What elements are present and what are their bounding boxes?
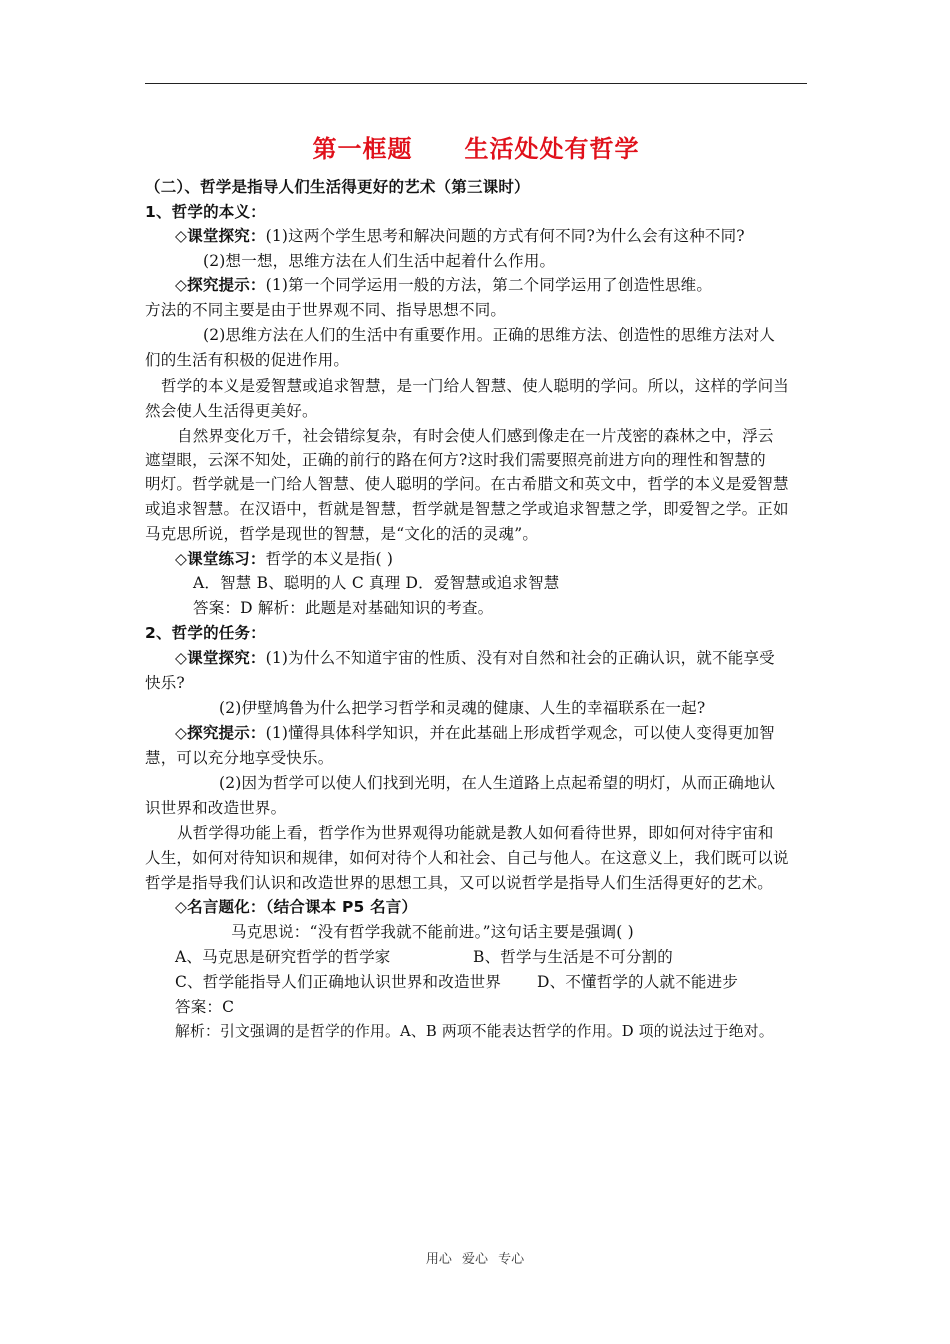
- hint-answer: 慧，可以充分地享受快乐。: [145, 749, 334, 767]
- footer-word: 专心: [498, 1252, 525, 1267]
- section1-heading: 1、哲学的本义：: [145, 203, 266, 221]
- hint-answer: (1)第一个同学运用一般的方法，第二个同学运用了创造性思维。: [265, 276, 713, 294]
- title-part1: 第一框题: [312, 135, 413, 163]
- practice-options: A．智慧 B、聪明的人 C 真理 D．爱智慧或追求智慧: [193, 574, 560, 592]
- explore-label: ◇课堂探究：: [175, 649, 266, 667]
- practice-label: ◇课堂练习：: [175, 550, 266, 568]
- page-title: [145, 131, 807, 167]
- quote-question: 马克思说：“没有哲学我就不能前进。”这句话主要是强调( ): [231, 923, 634, 941]
- section1-hint: [175, 273, 837, 297]
- hint-answer: (2)因为哲学可以使人们找到光明，在人生道路上点起希望的明灯，从而正确地认: [219, 774, 776, 792]
- option-d: D、不懂哲学的人就不能进步: [537, 973, 739, 991]
- paragraph: 自然界变化万千，社会错综复杂，有时会使人们感到像走在一片茂密的森林之中，浮云: [177, 427, 774, 445]
- subtitle: （二）、哲学是指导人们生活得更好的艺术（第三课时）: [145, 178, 530, 196]
- page-footer: [0, 1248, 950, 1267]
- analysis: 解析：引文强调的是哲学的作用。A、B 两项不能表达哲学的作用。D 项的说法过于绝对。: [175, 1023, 774, 1040]
- hint-answer: 识世界和改造世界。: [145, 799, 287, 817]
- option-a: A、马克思是研究哲学的哲学家: [175, 948, 391, 966]
- paragraph: 人生，如何对待知识和规律，如何对待个人和社会、自己与他人。在这意义上，我们既可以说: [145, 849, 789, 867]
- explore-label: ◇课堂探究：: [175, 227, 266, 245]
- practice-question: 哲学的本义是指( ): [265, 550, 394, 568]
- practice-answer: 答案：D 解析：此题是对基础知识的考查。: [193, 599, 494, 617]
- option-c: C、哲学能指导人们正确地认识世界和改造世界: [175, 973, 502, 991]
- section2-explore: [175, 646, 837, 670]
- explore-question: (2)想一想，思维方法在人们生活中起着什么作用。: [203, 252, 556, 270]
- footer-word: 用心: [425, 1252, 452, 1267]
- paragraph: 哲学是指导我们认识和改造世界的思想工具，又可以说哲学是指导人们生活得更好的艺术。: [145, 874, 774, 892]
- hint-answer: 方法的不同主要是由于世界观不同、指导思想不同。: [145, 301, 507, 319]
- paragraph: 马克思所说，哲学是现世的智慧，是“文化的活的灵魂”。: [145, 525, 539, 543]
- paragraph: 哲学的本义是爱智慧或追求智慧，是一门给人智慧、使人聪明的学问。所以，这样的学问当: [161, 377, 790, 395]
- section2-heading: 2、哲学的任务：: [145, 624, 266, 642]
- paragraph: 或追求智慧。在汉语中，哲就是智慧，哲学就是智慧之学或追求智慧之学，即爱智之学。正如: [145, 500, 789, 518]
- title-part2: 生活处处有哲学: [464, 135, 640, 163]
- explore-question: 快乐?: [145, 674, 185, 692]
- paragraph: 遮望眼，云深不知处，正确的前行的路在何方?这时我们需要照亮前进方向的理性和智慧的: [145, 451, 766, 469]
- hint-label: ◇探究提示：: [175, 724, 266, 742]
- quote-label: ◇名言题化：（结合课本 P5 名言）: [175, 898, 418, 916]
- explore-question: (1)为什么不知道宇宙的性质、没有对自然和社会的正确认识，就不能享受: [265, 649, 775, 667]
- explore-question: (1)这两个学生思考和解决问题的方式有何不同?为什么会有这种不同?: [265, 227, 745, 245]
- practice: [175, 547, 837, 571]
- paragraph: 然会使人生活得更美好。: [145, 402, 318, 420]
- hint-answer: (1)懂得具体科学知识，并在此基础上形成哲学观念，可以使人变得更加智: [265, 724, 775, 742]
- footer-word: 爱心: [461, 1252, 488, 1267]
- hint-answer: 们的生活有积极的促进作用。: [145, 351, 350, 369]
- paragraph: 从哲学得功能上看，哲学作为世界观得功能就是教人如何看待世界，即如何对待宇宙和: [177, 824, 774, 842]
- section2-hint: [175, 721, 837, 745]
- section1-explore: [175, 224, 837, 248]
- hint-answer: (2)思维方法在人们的生活中有重要作用。正确的思维方法、创造性的思维方法对人: [203, 326, 776, 344]
- paragraph: 明灯。哲学就是一门给人智慧、使人聪明的学问。在古希腊文和英文中，哲学的本义是爱智慧: [145, 475, 789, 493]
- answer: 答案：C: [175, 998, 235, 1016]
- explore-question: (2)伊壁鸠鲁为什么把学习哲学和灵魂的健康、人生的幸福联系在一起?: [219, 699, 706, 717]
- header-rule: [145, 83, 807, 84]
- hint-label: ◇探究提示：: [175, 276, 266, 294]
- option-b: B、哲学与生活是不可分割的: [473, 948, 673, 966]
